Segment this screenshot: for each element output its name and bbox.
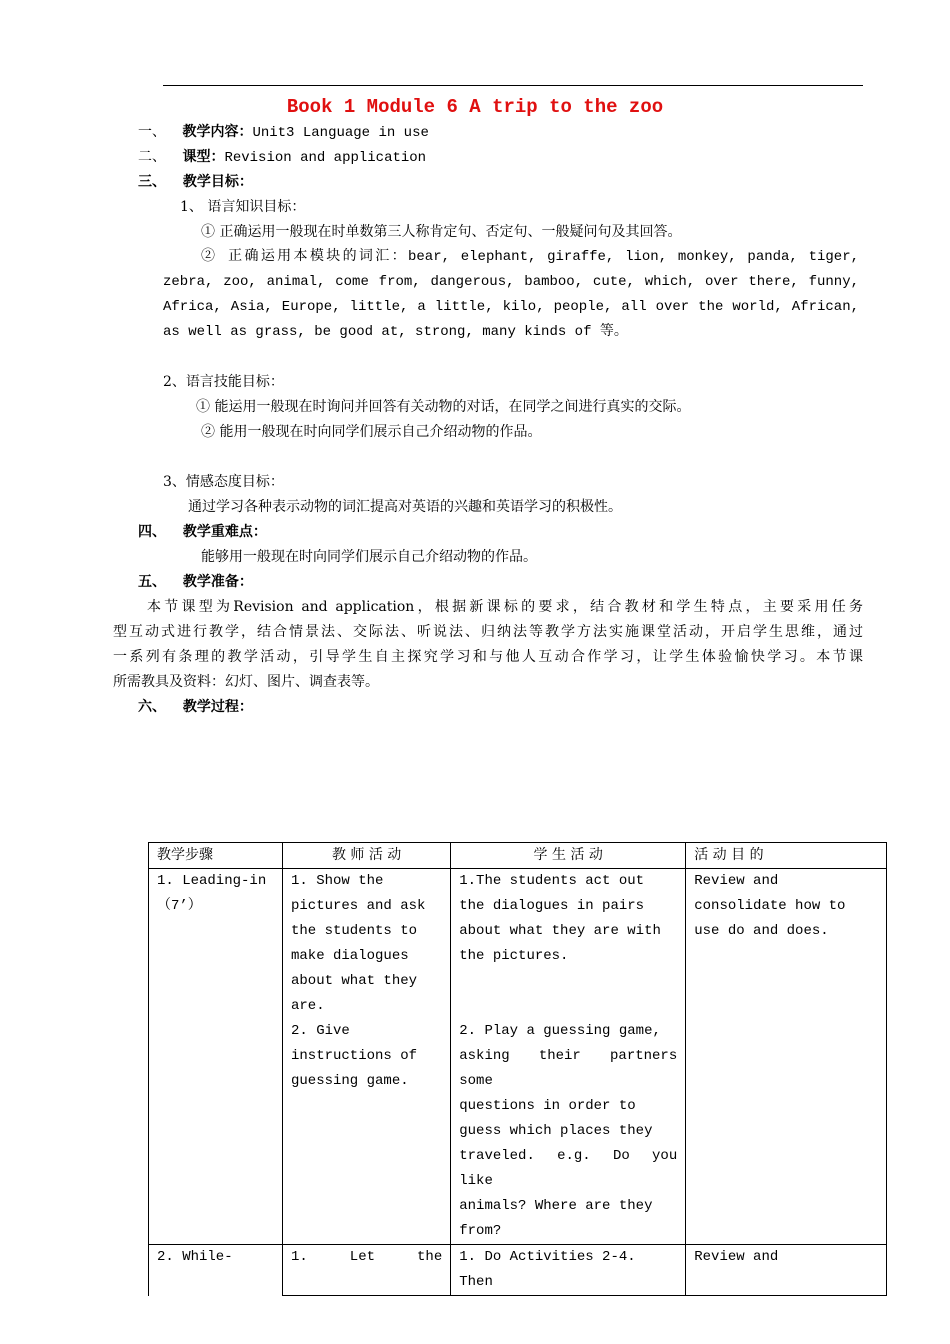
prep-paragraph [113,595,863,695]
difficulty-text: 能够用一般现在时向同学们展示自己介绍动物的作品。 [201,549,537,565]
cell-teacher: 1. Show the pictures and ask the students to make dialogues about what they are. 2. Give instructions of guessing game. [283,869,451,1245]
page-title: Book 1 Module 6 A trip to the zoo [286,96,664,118]
goal-3-title: 3、情感态度目标： [163,474,284,490]
cell-teacher: 1. Let the [283,1245,451,1296]
goal-1-item-1: ① 正确运用一般现在时单数第三人称肯定句、否定句、一般疑问句及其回答。 [201,224,682,240]
table-header-row [149,843,887,869]
section-num: 五、 [138,574,166,590]
section-num: 二、 [138,149,166,165]
section-3 [138,170,253,195]
section-num: 三、 [138,174,166,190]
goal-1-item-2 [163,245,859,345]
section-label: 教学准备： [182,574,253,590]
cell-student: 1. Do Activities 2-4. Then [451,1245,686,1296]
section-value: Unit3 Language in use [252,125,429,141]
section-label: 教学重难点： [182,524,267,540]
section-label: 教学内容： [182,124,253,140]
vocab-line: as well as grass, be good at, strong, many kinds of 等。 [163,324,628,340]
section-2 [138,145,426,171]
teaching-process-table [148,842,887,1296]
vocab-line: zebra, zoo, animal, come from, dangerous, bamboo, cute, which, over there, funny, [163,274,859,290]
goal-2-title: 2、语言技能目标： [163,374,284,390]
table-row [149,1245,887,1296]
header-teacher: 教 师 活 动 [283,843,451,869]
section-num: 六、 [138,699,166,715]
header-step: 教学步骤 [149,843,283,869]
cell-step: 1. Leading-in （7’） [149,869,283,1245]
goal-2-item-1: ① 能运用一般现在时询问并回答有关动物的对话，在同学之间进行真实的交际。 [196,399,691,415]
vocab-line: ② 正确运用本模块的词汇：bear, elephant, giraffe, lion, monkey, panda, tiger, [201,249,859,265]
goal-1-title: 1、 语言知识目标： [180,199,306,215]
goal-3-text: 通过学习各种表示动物的词汇提高对英语的兴趣和英语学习的积极性。 [188,499,622,515]
section-label: 教学过程： [182,699,253,715]
section-label: 教学目标： [182,174,253,190]
header-purpose: 活 动 目 的 [686,843,887,869]
cell-step: 2. While- [149,1245,283,1296]
cell-purpose: Review and consolidate how to use do and does. [686,869,887,1245]
header-student: 学 生 活 动 [451,843,686,869]
section-num: 一、 [138,124,166,140]
prep-line: 所需教具及资料：幻灯、图片、调查表等。 [113,674,379,690]
section-4 [138,520,267,545]
section-6 [138,695,253,720]
prep-line: 型互动式进行教学，结合情景法、交际法、听说法、归纳法等教学方法实施课堂活动，开启学生思维，通过 [113,624,863,640]
section-1 [138,120,429,146]
cell-student: 1.The students act out the dialogues in pairs about what they are with the pictures. 2. Play a guessing game, asking their partners some questions in order to guess which places they traveled. e.g. Do you like animals? Where are they from? [451,869,686,1245]
prep-line: 本节课型为Revision and application，根据新课标的要求，结合教材和学生特点，主要采用任务 [147,599,863,615]
top-rule [163,85,863,86]
prep-line: 一系列有条理的教学活动，引导学生自主探究学习和与他人互动合作学习，让学生体验愉快学习。本节课 [113,649,863,665]
section-num: 四、 [138,524,166,540]
section-label: 课型： [182,149,225,165]
vocab-line: Africa, Asia, Europe, little, a little, kilo, people, all over the world, African, [163,299,859,315]
cell-purpose: Review and [686,1245,887,1296]
section-5 [138,570,253,595]
table-row [149,869,887,1245]
goal-2-item-2: ② 能用一般现在时向同学们展示自己介绍动物的作品。 [201,424,542,440]
section-value: Revision and application [224,150,427,166]
